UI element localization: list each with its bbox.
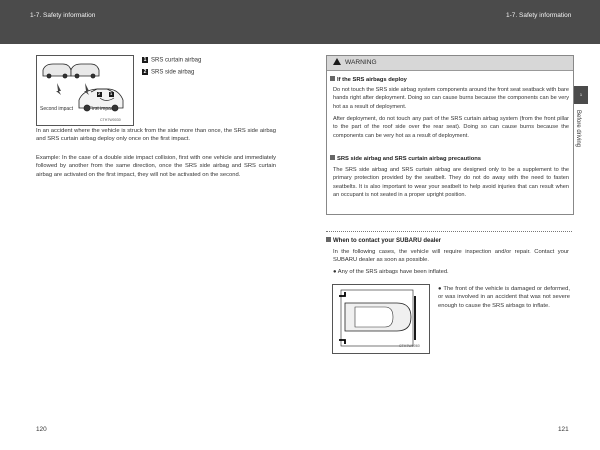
figure-label-first: First impact [89,106,115,112]
dealer-bullet-2-text: The front of the vehicle is damaged or deformed, or was involved in an accident that was not severe enough to cause the SRS airbags to inflate. [438,286,570,309]
legend-text-1: SRS curtain airbag [151,57,202,64]
warning-header [327,56,573,71]
dealer-heading-text: When to contact your SUBARU dealer [333,238,442,244]
dealer-bullet-1: ● Any of the SRS airbags have been inflated. [333,269,449,275]
side-label [574,110,588,170]
legend-text-2: SRS side airbag [151,69,195,76]
figure-code: CTH7W0030 [100,118,121,122]
legend-badge-1: 1 [143,57,147,63]
side-impact-figure [36,55,134,126]
legend-item-1 [142,57,201,64]
front-damage-figure [332,284,430,354]
deploy-paragraph-2: After deployment, do not touch any part of the SRS curtain airbag system (from the front pillar to the part of the roof side over the rear seat). Doing so can cause burns because the components can be very hot as a result of deployment. [333,116,569,139]
header-left-title: 1-7. Safety information [30,12,96,19]
deploy-paragraph-1: Do not touch the SRS side airbag system components around the front seat seatback with bare hands right after deployment. Doing so can cause burns because the components can be very hot as a result of deployment. [333,87,569,110]
figure-badge-1: 1 [110,91,113,96]
page-number-left: 120 [36,426,47,433]
subheading-precautions [330,155,481,162]
page-header [0,0,600,44]
figure2-code: CTH7W0060 [399,344,420,348]
subheading-deploy-text: If the SRS airbags deploy [337,77,407,83]
square-bullet-icon [330,76,335,81]
warning-title: WARNING [345,59,377,66]
left-paragraph-2: Example: In the case of a double side impact collision, first with one vehicle and immediately followed by another from the same direction, once the SRS side airbag and SRS curtain airbag are activated on the first impact, they will not be activated on the second. [36,155,276,178]
header-right-title: 1-7. Safety information [506,12,572,19]
page-number-right: 121 [558,426,569,433]
legend-item-2 [142,69,194,76]
front-damage-illustration [333,285,429,353]
subheading-deploy [330,76,407,83]
dealer-bullet-1-text: Any of the SRS airbags have been inflated. [337,269,449,275]
warning-icon [333,58,341,65]
precautions-paragraph: The SRS side airbag and SRS curtain airbag are designed only to be a supplement to the primary protection provided by the seatbelt. They do not do away with the need to fasten seatbelts. It is also important to wear your seatbelt to help avoid injuries that can result when an occupant is not seated in a proper upright position. [333,167,569,199]
square-bullet-icon [330,155,335,160]
legend-badge-2: 2 [143,69,147,75]
square-bullet-icon [326,237,331,242]
figure-badge-2: 2 [98,91,101,96]
figure-label-second: Second impact [40,106,74,112]
dealer-bullet-2: ● The front of the vehicle is damaged or deformed, or was involved in an accident that was not severe enough to cause the SRS airbags to inflate. [438,286,570,309]
dealer-paragraph: In the following cases, the vehicle will require inspection and/or repair. Contact your SUBARU dealer as soon as possible. [333,249,569,264]
chapter-tab: 1 [574,86,588,104]
side-impact-illustration [37,56,133,125]
subheading-precautions-text: SRS side airbag and SRS curtain airbag precautions [337,156,481,162]
dealer-heading [326,237,441,244]
section-divider [326,231,572,232]
side-label-text: Before driving [575,110,581,148]
left-paragraph-1: In an accident where the vehicle is struck from the side more than once, the SRS side airbag and SRS curtain airbag deploy only once on the first impact. [36,128,276,143]
